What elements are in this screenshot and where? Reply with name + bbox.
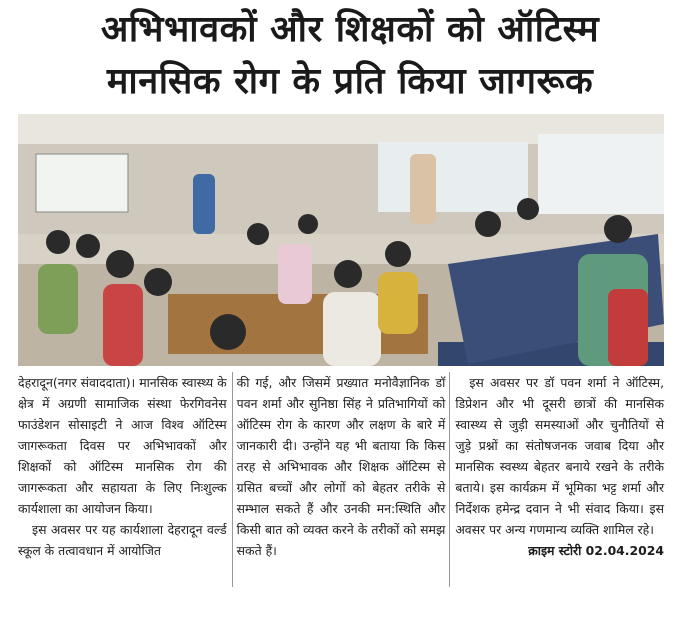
headline — [10, 4, 690, 108]
paragraph: इस अवसर पर डॉ पवन शर्मा ने ऑटिस्म, डिप्रेशन और भी दूसरी छात्रों की मानसिक स्वास्थ्य से जुड़ी समस्याओं और चुनौतियों से जुड़े प्रश्नों का संतोषजनक जवाब दिया और मानसिक स्वस्थ्य बेहतर बनाये रखने के तरीके बताये। इस कार्यक्रम में भूमिका भट्ट शर्मा और निर्देशक हमेन्द्र दवान ने भी संवाद किया। इस अवसर पर अन्य गणमान्य व्यक्ति शामिल रहे। — [455, 375, 665, 537]
article-body — [18, 372, 664, 594]
article-column-2 — [237, 372, 446, 594]
workshop-photo — [18, 114, 664, 366]
paragraph: देहरादून(नगर संवाददाता)। मानसिक स्वास्थ्य के क्षेत्र में अग्रणी सामाजिक संस्था फेरगिवनेस फाउंडेशन सोसाइटी ने आज विश्व ऑटिस्म जागरूकता दिवस पर अभिभावकों और शिक्षकों को ऑटिस्म मानसिक रोग की जागरूकता और सहायता के लिए निःशुल्क कार्यशाला का आयोजन किया। — [18, 375, 227, 516]
headline-line-1: अभिभावकों और शिक्षकों को ऑटिस्म — [100, 9, 600, 50]
source-credit: क्राइम स्टोरी 02.04.2024 — [528, 543, 665, 558]
paragraph: की गई, और जिसमें प्रख्यात मनोवैज्ञानिक डॉ पवन शर्मा और सुनिष्ठा सिंह ने प्रतिभागियों को ऑटिस्म रोग के कारण और लक्षण के बारे में जानकारी दी। उन्होंने यह भी बताया कि किस तरह से अभिभावक और शिक्षक ऑटिस्म से ग्रसित बच्चों और लोगों को बेहतर तरीके से सम्भाल सकते हैं और उनकी मन:स्थिति और किसी बात को व्यक्त करने के तरीकों को समझ सकते हैं। — [236, 375, 446, 558]
paragraph: इस अवसर पर यह कार्यशाला देहरादून वर्ल्ड स्कूल के तत्वावधान में आयोजित — [18, 522, 227, 558]
headline-line-2: मानसिक रोग के प्रति किया जागरूक — [106, 61, 594, 102]
article-column-1 — [18, 372, 227, 594]
article-column-3 — [455, 372, 664, 594]
